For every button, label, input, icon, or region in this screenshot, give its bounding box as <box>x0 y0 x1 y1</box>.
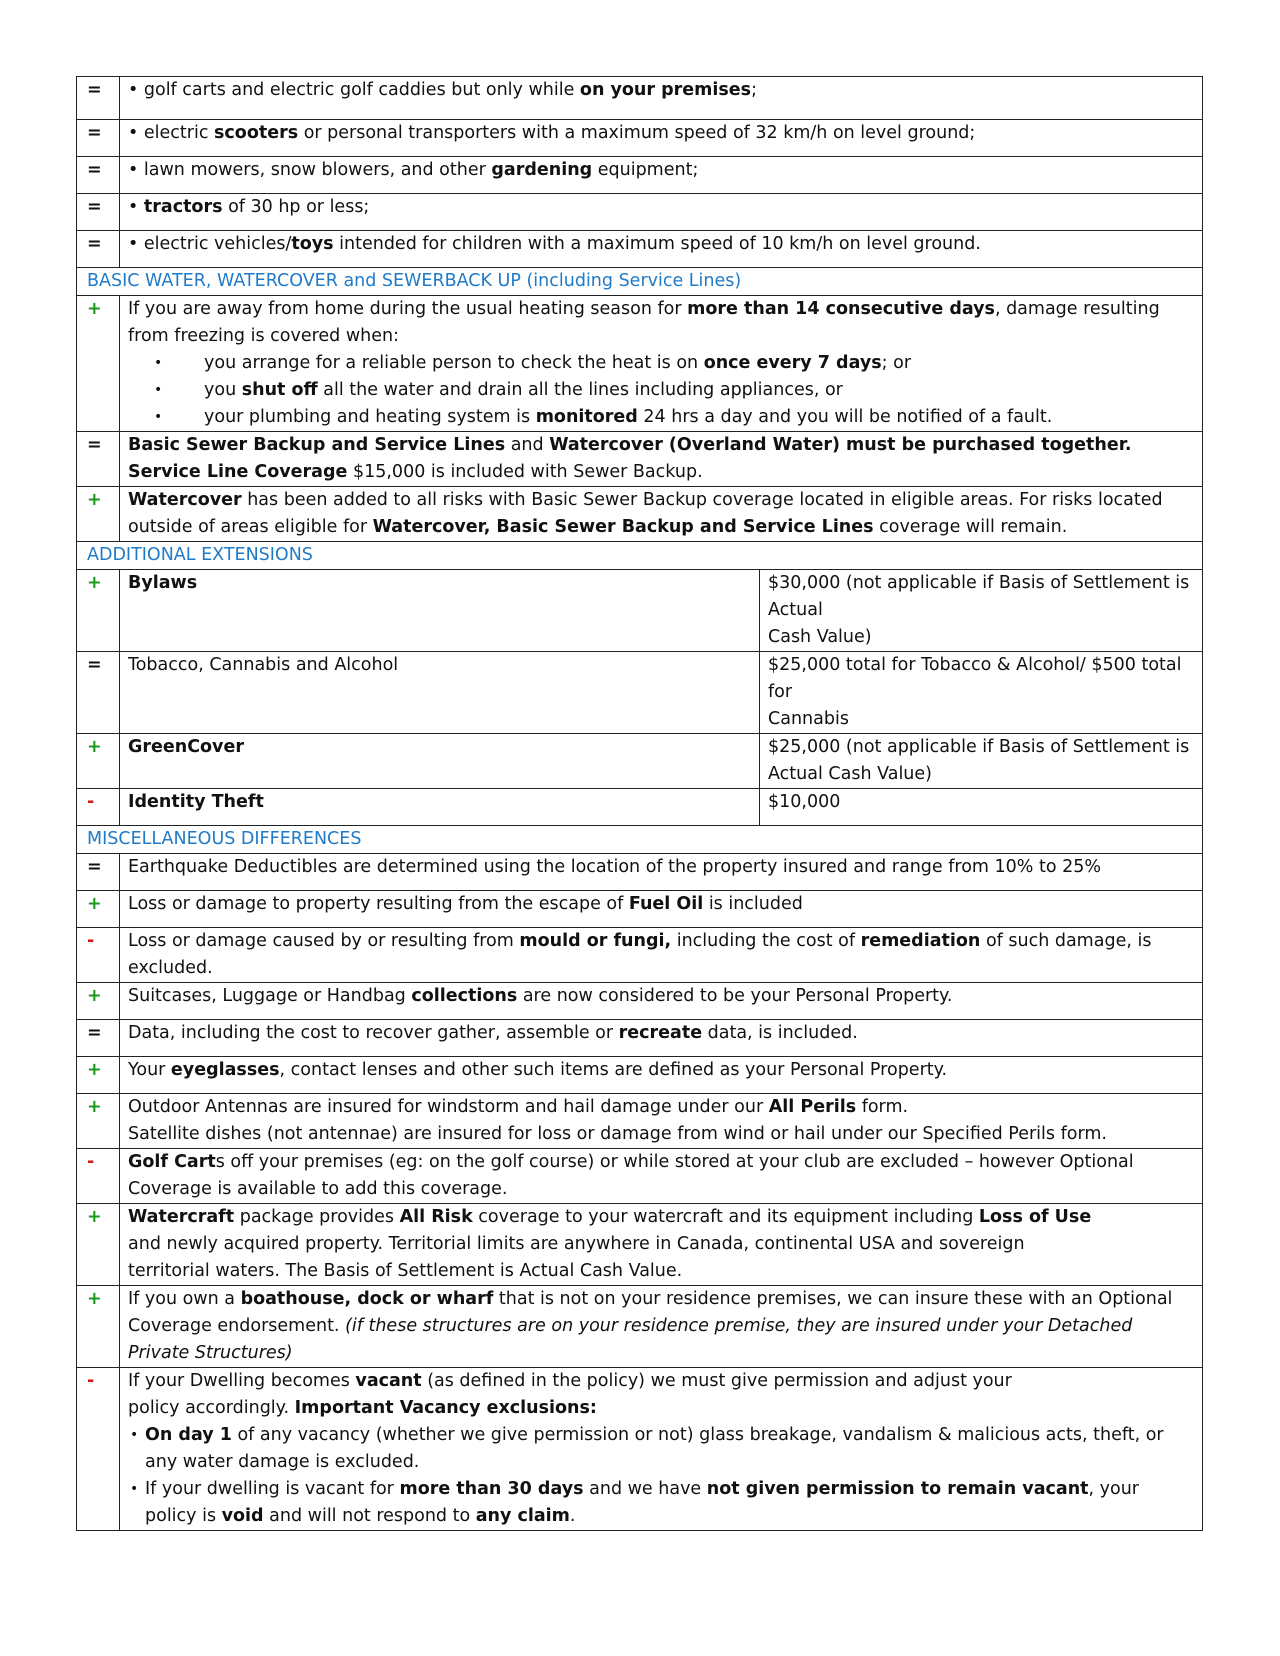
coverage-row <box>77 432 1203 487</box>
text-span: . <box>569 1506 576 1526</box>
coverage-row <box>77 1286 1203 1368</box>
coverage-differences-table <box>76 76 1203 1531</box>
text-span: Satellite dishes (not antennae) are insured for loss or damage from wind or hail under our Specified Perils form. <box>128 1124 1107 1144</box>
coverage-text <box>120 77 1203 120</box>
text-span: If you own a <box>128 1289 241 1309</box>
coverage-row <box>77 296 1203 432</box>
coverage-paragraph <box>128 854 1194 881</box>
text-span: (as defined in the policy) we must give permission and adjust your <box>421 1371 1012 1391</box>
coverage-paragraph <box>128 983 1194 1010</box>
coverage-row <box>77 983 1203 1020</box>
coverage-paragraph <box>128 891 1194 918</box>
bold-text: Watercover, Basic Sewer Backup and Service Lines <box>372 517 874 537</box>
same-marker: = <box>77 1020 120 1057</box>
text-span: territorial waters. The Basis of Settlement is Actual Cash Value. <box>128 1261 683 1281</box>
extension-name <box>120 734 760 789</box>
text-span: • electric vehicles/ <box>128 234 292 254</box>
section-header: MISCELLANEOUS DIFFERENCES <box>77 826 1203 854</box>
coverage-text <box>120 1094 1203 1149</box>
coverage-row <box>77 231 1203 268</box>
text-span: including the cost of <box>671 931 861 951</box>
text-span: ; <box>751 80 757 100</box>
coverage-row <box>77 194 1203 231</box>
added-marker: + <box>77 1057 120 1094</box>
coverage-paragraph <box>128 1149 1194 1203</box>
text-span: that is not on your residence premises, we can insure these with an Optional Coverage endorsement. <box>128 1289 1173 1336</box>
coverage-text <box>120 157 1203 194</box>
bold-text: Basic Sewer Backup and Service Lines <box>128 435 506 455</box>
text-span: and <box>505 435 550 455</box>
added-marker: + <box>77 1094 120 1149</box>
extension-row <box>77 734 1203 789</box>
same-marker: = <box>77 77 120 120</box>
extension-limit <box>760 570 1203 652</box>
text-span: • lawn mowers, snow blowers, and other <box>128 160 492 180</box>
text-span: and we have <box>583 1479 707 1499</box>
bold-text: GreenCover <box>128 737 244 757</box>
extension-limit <box>760 789 1203 826</box>
section-header: BASIC WATER, WATERCOVER and SEWERBACK UP (including Service Lines) <box>77 268 1203 296</box>
text-span: you arrange for a reliable person to check the heat is on <box>204 353 704 373</box>
coverage-row <box>77 1057 1203 1094</box>
coverage-row <box>77 928 1203 983</box>
text-span: Cannabis <box>768 709 849 729</box>
bold-text: All Perils <box>768 1097 857 1117</box>
same-marker: = <box>77 120 120 157</box>
removed-marker: - <box>77 1368 120 1531</box>
added-marker: + <box>77 1286 120 1368</box>
coverage-text <box>120 194 1203 231</box>
bold-text: remediation <box>860 931 981 951</box>
coverage-text <box>120 231 1203 268</box>
coverage-paragraph <box>128 1204 1194 1285</box>
coverage-paragraph <box>128 1057 1194 1084</box>
bold-text: Loss of Use <box>978 1207 1092 1227</box>
bold-text: once every 7 days <box>703 353 882 373</box>
text-span: Tobacco, Cannabis and Alcohol <box>128 655 399 675</box>
text-span: has been added to all risks with Basic Sewer Backup coverage located in eligible areas. For risks located outside of areas eligible for <box>128 490 1163 537</box>
same-marker: = <box>77 854 120 891</box>
extension-name <box>120 570 760 652</box>
italic-text: (if these structures are on your residence premise, they are insured under your Detached Private Structures) <box>128 1316 1133 1363</box>
text-span: • <box>128 197 144 217</box>
bold-text: Fuel Oil <box>628 894 704 914</box>
coverage-text <box>120 120 1203 157</box>
bold-text: toys <box>291 234 334 254</box>
coverage-text <box>120 1020 1203 1057</box>
text-span: Loss or damage to property resulting from the escape of <box>128 894 629 914</box>
section-header-row <box>77 268 1203 296</box>
coverage-paragraph <box>128 120 1194 147</box>
section-header-row <box>77 826 1203 854</box>
bold-text: gardening <box>491 160 593 180</box>
coverage-paragraph <box>128 432 1194 486</box>
extension-limit <box>760 652 1203 734</box>
text-span: coverage to your watercraft and its equipment including <box>472 1207 979 1227</box>
bold-text: Watercraft <box>128 1207 235 1227</box>
text-span: of such damage, is excluded. <box>128 931 1152 978</box>
coverage-row <box>77 854 1203 891</box>
text-span: are now considered to be your Personal Property. <box>517 986 953 1006</box>
coverage-text <box>120 432 1203 487</box>
exclusion-list <box>128 1422 1194 1530</box>
extension-row <box>77 652 1203 734</box>
text-span: , contact lenses and other such items are defined as your Personal Property. <box>279 1060 948 1080</box>
coverage-row <box>77 1020 1203 1057</box>
added-marker: + <box>77 296 120 432</box>
extension-row <box>77 789 1203 826</box>
added-marker: + <box>77 487 120 542</box>
text-span: data, is included. <box>702 1023 858 1043</box>
bold-text: void <box>221 1506 264 1526</box>
coverage-paragraph <box>128 77 1194 104</box>
bold-text: Golf Cart <box>128 1152 216 1172</box>
added-marker: + <box>77 983 120 1020</box>
text-span: coverage will remain. <box>873 517 1068 537</box>
text-span: ; or <box>881 353 912 373</box>
text-span: package provides <box>234 1207 400 1227</box>
extension-name <box>120 652 760 734</box>
bold-text: On day 1 <box>145 1425 232 1445</box>
text-span: • golf carts and electric golf caddies but only while <box>128 80 580 100</box>
text-span: $15,000 is included with Sewer Backup. <box>347 462 703 482</box>
text-span: and will not respond to <box>263 1506 476 1526</box>
text-span: If you are away from home during the usual heating season for <box>128 299 688 319</box>
coverage-paragraph <box>128 231 1194 258</box>
bold-text: All Risk <box>399 1207 473 1227</box>
bold-text: Identity Theft <box>128 792 264 812</box>
added-marker: + <box>77 570 120 652</box>
text-span: and newly acquired property. Territorial limits are anywhere in Canada, continental USA and sovereign <box>128 1234 1025 1254</box>
text-span: 24 hrs a day and you will be notified of a fault. <box>637 407 1053 427</box>
condition-item <box>188 377 1194 404</box>
text-span: Suitcases, Luggage or Handbag <box>128 986 412 1006</box>
same-marker: = <box>77 432 120 487</box>
bold-text: recreate <box>618 1023 703 1043</box>
text-span: you <box>204 380 242 400</box>
removed-marker: - <box>77 789 120 826</box>
exclusion-item <box>128 1422 1194 1476</box>
bold-text: collections <box>411 986 518 1006</box>
coverage-row <box>77 77 1203 120</box>
coverage-row <box>77 120 1203 157</box>
text-span: all the water and drain all the lines including appliances, or <box>317 380 843 400</box>
same-marker: = <box>77 194 120 231</box>
coverage-paragraph <box>128 1286 1194 1367</box>
extension-name <box>120 789 760 826</box>
section-header-row <box>77 542 1203 570</box>
coverage-row <box>77 487 1203 542</box>
text-span: of 30 hp or less; <box>222 197 370 217</box>
coverage-text <box>120 983 1203 1020</box>
bold-text: Bylaws <box>128 573 198 593</box>
coverage-text <box>120 1368 1203 1531</box>
text-span: , your policy is <box>145 1479 1140 1526</box>
condition-item <box>188 404 1194 431</box>
coverage-paragraph <box>128 194 1194 221</box>
exclusion-item <box>128 1476 1194 1530</box>
added-marker: + <box>77 1204 120 1286</box>
bold-text: eyeglasses <box>170 1060 280 1080</box>
text-span: Loss or damage caused by or resulting from <box>128 931 520 951</box>
condition-item <box>188 350 1194 377</box>
coverage-paragraph <box>128 296 1194 350</box>
coverage-row <box>77 1094 1203 1149</box>
same-marker: = <box>77 231 120 268</box>
bold-text: more than 30 days <box>399 1479 584 1499</box>
text-span: or personal transporters with a maximum speed of 32 km/h on level ground; <box>298 123 976 143</box>
bold-text: vacant <box>355 1371 422 1391</box>
coverage-row <box>77 1149 1203 1204</box>
coverage-paragraph <box>128 928 1194 982</box>
text-span: form. <box>856 1097 909 1117</box>
bold-text: Watercover (Overland Water) must be purchased together. <box>549 435 1132 455</box>
text-span: If your Dwelling becomes <box>128 1371 356 1391</box>
coverage-row <box>77 157 1203 194</box>
coverage-text <box>120 1286 1203 1368</box>
bold-text: Important Vacancy exclusions: <box>294 1398 597 1418</box>
coverage-paragraph <box>128 1020 1194 1047</box>
bold-text: any claim <box>475 1506 570 1526</box>
text-span: Data, including the cost to recover gather, assemble or <box>128 1023 619 1043</box>
coverage-paragraph <box>128 157 1194 184</box>
same-marker: = <box>77 157 120 194</box>
text-span: • electric <box>128 123 215 143</box>
bold-text: Watercover <box>128 490 242 510</box>
text-span: policy accordingly. <box>128 1398 295 1418</box>
text-span: your plumbing and heating system is <box>204 407 536 427</box>
coverage-text <box>120 1149 1203 1204</box>
section-header: ADDITIONAL EXTENSIONS <box>77 542 1203 570</box>
text-span: , damage resulting from freezing is covered when: <box>128 299 1160 346</box>
bold-text: on your premises <box>579 80 752 100</box>
coverage-row <box>77 1368 1203 1531</box>
same-marker: = <box>77 652 120 734</box>
text-span: Outdoor Antennas are insured for windstorm and hail damage under our <box>128 1097 769 1117</box>
text-span: equipment; <box>592 160 699 180</box>
bold-text: Service Line Coverage <box>128 462 348 482</box>
text-span: $30,000 (not applicable if Basis of Settlement is Actual <box>768 573 1190 620</box>
text-span: Your <box>128 1060 171 1080</box>
extension-limit <box>760 734 1203 789</box>
text-span: If your dwelling is vacant for <box>145 1479 400 1499</box>
text-span: intended for children with a maximum speed of 10 km/h on level ground. <box>333 234 981 254</box>
coverage-row <box>77 891 1203 928</box>
bold-text: mould or fungi, <box>519 931 672 951</box>
coverage-paragraph <box>128 1368 1194 1422</box>
added-marker: + <box>77 891 120 928</box>
coverage-paragraph <box>128 487 1194 541</box>
coverage-text <box>120 891 1203 928</box>
coverage-text <box>120 487 1203 542</box>
text-span: Cash Value) <box>768 627 872 647</box>
extension-row <box>77 570 1203 652</box>
coverage-paragraph <box>128 1094 1194 1148</box>
bold-text: monitored <box>535 407 638 427</box>
text-span: of any vacancy (whether we give permission or not) glass breakage, vandalism & malicious acts, theft, or any water damage is excluded. <box>145 1425 1164 1472</box>
text-span: $10,000 <box>768 792 841 812</box>
text-span: $25,000 (not applicable if Basis of Settlement is Actual Cash Value) <box>768 737 1190 784</box>
text-span: Earthquake Deductibles are determined using the location of the property insured and range from 10% to 25% <box>128 857 1102 877</box>
bold-text: tractors <box>143 197 223 217</box>
coverage-text <box>120 1057 1203 1094</box>
coverage-text <box>120 928 1203 983</box>
coverage-text <box>120 1204 1203 1286</box>
removed-marker: - <box>77 928 120 983</box>
text-span: s off your premises (eg: on the golf course) or while stored at your club are excluded – however Optional Coverage is available to add this coverage. <box>128 1152 1134 1199</box>
coverage-row <box>77 1204 1203 1286</box>
bold-text: shut off <box>241 380 318 400</box>
text-span: is included <box>703 894 803 914</box>
added-marker: + <box>77 734 120 789</box>
bold-text: more than 14 consecutive days <box>687 299 995 319</box>
condition-list <box>128 350 1194 431</box>
text-span: $25,000 total for Tobacco & Alcohol/ $500 total for <box>768 655 1182 702</box>
bold-text: scooters <box>214 123 299 143</box>
coverage-text <box>120 854 1203 891</box>
removed-marker: - <box>77 1149 120 1204</box>
bold-text: not given permission to remain vacant <box>706 1479 1089 1499</box>
bold-text: boathouse, dock or wharf <box>240 1289 494 1309</box>
coverage-text <box>120 296 1203 432</box>
